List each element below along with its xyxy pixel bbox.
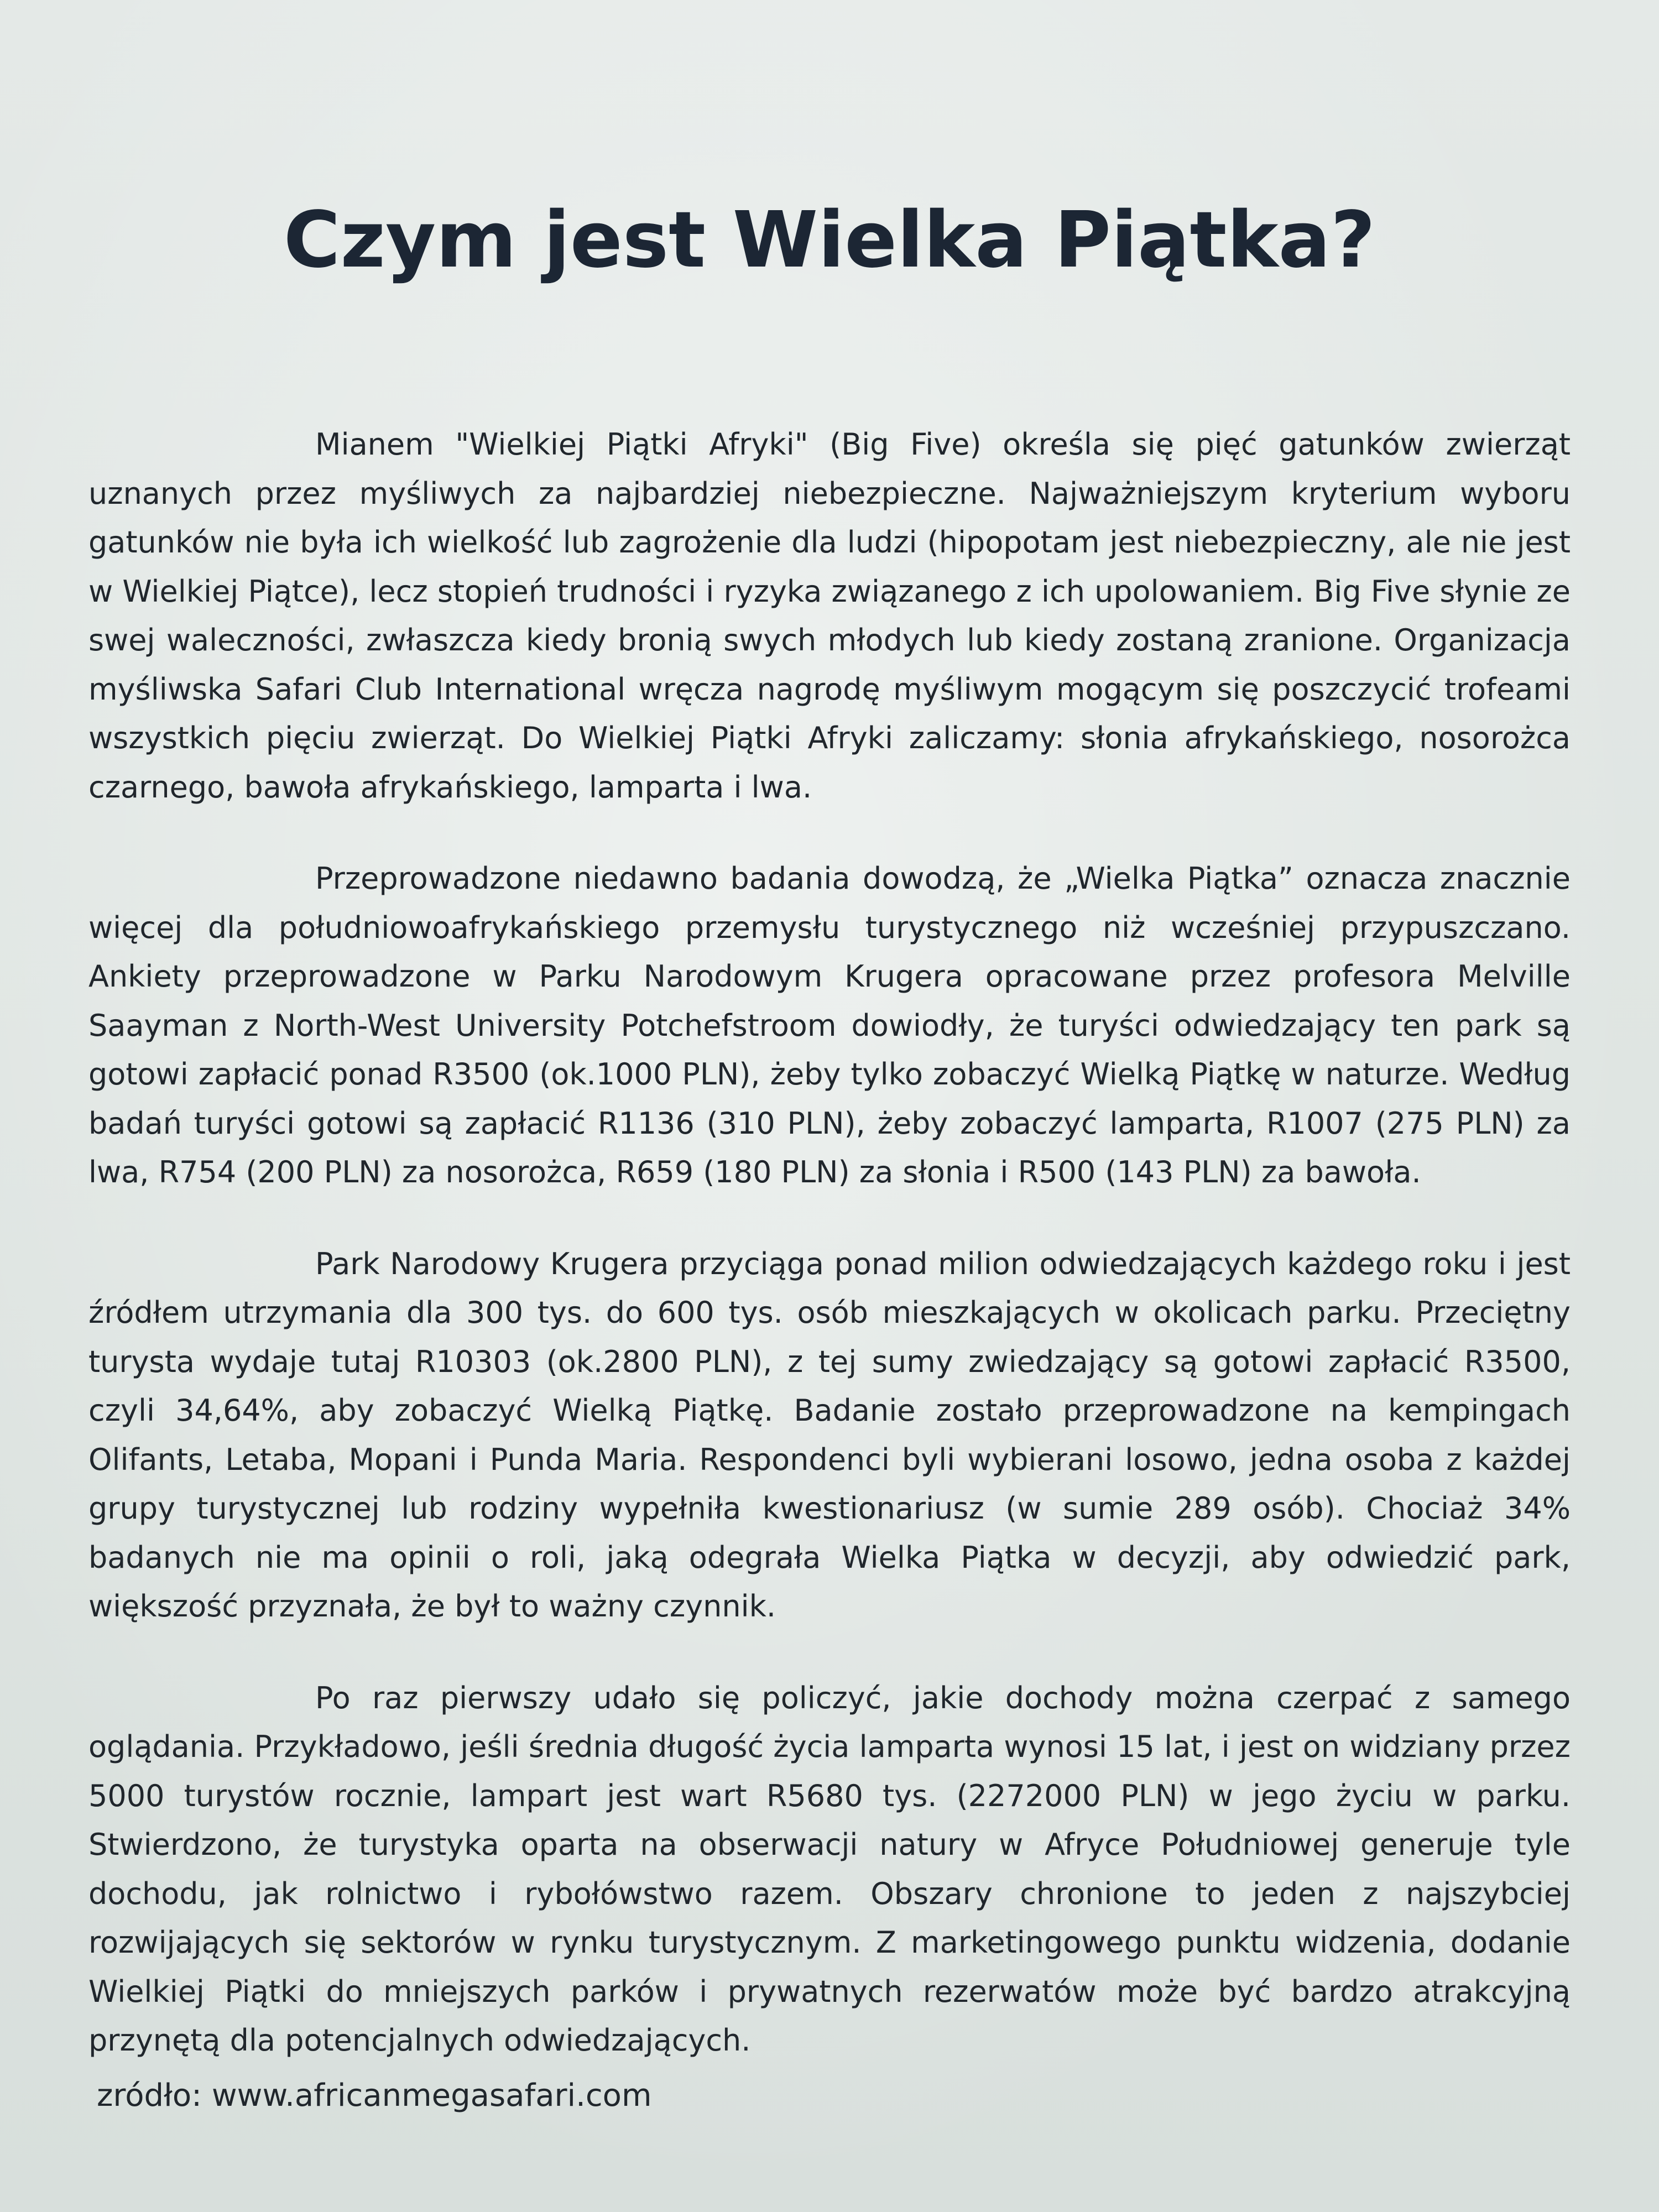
paragraph-viewing-income: Po raz pierwszy udało się policzyć, jakie dochody można czerpać z samego oglądania. Przykładowo, jeśli średnia długość życia lamparta wynosi 15 lat, i jest on widziany przez 5000 turystów rocznie, lampart jest wart R5680 tys. (2272000 PLN) w jego życiu w parku. Stwierdzono, że turystyka oparta na obserwacji natury w Afryce Południowej generuje tyle dochodu, jak rolnictwo i rybołówstwo razem. Obszary chronione to jeden z najszybciej rozwijających się sektorów w rynku turystycznym. Z marketingowego punktu widzenia, dodanie Wielkiej Piątki do mniejszych parków i prywatnych rezerwatów może być bardzo atrakcyjną przynętą dla potencjalnych odwiedzających. <box>88 1680 1571 2058</box>
paragraph-big-five-definition: Mianem "Wielkiej Piątki Afryki" (Big Five) określa się pięć gatunków zwierząt uznanych przez myśliwych za najbardziej niebezpieczne. Najważniejszym kryterium wyboru gatunków nie była ich wielkość lub zagrożenie dla ludzi (hipopotam jest niebezpieczny, ale nie jest w Wielkiej Piątce), lecz stopień trudności i ryzyka związanego z ich upolowaniem. Big Five słynie ze swej waleczności, zwłaszcza kiedy bronią swych młodych lub kiedy zostaną zranione. Organizacja myśliwska Safari Club International wręcza nagrodę myśliwym mogącym się poszczycić trofeami wszystkich pięciu zwierząt. Do Wielkiej Piątki Afryki zaliczamy: słonia afrykańskiego, nosorożca czarnego, bawoła afrykańskiego, lamparta i lwa. <box>88 427 1571 805</box>
paragraph-kruger-park: Park Narodowy Krugera przyciąga ponad milion odwiedzających każdego roku i jest źródłem utrzymania dla 300 tys. do 600 tys. osób mieszkających w okolicach parku. Przeciętny turysta wydaje tutaj R10303 (ok.2800 PLN), z tej sumy zwiedzający są gotowi zapłacić R3500, czyli 34,64%, aby zobaczyć Wielką Piątkę. Badanie zostało przeprowadzone na kempingach Olifants, Letaba, Mopani i Punda Maria. Respondenci byli wybierani losowo, jedna osoba z każdej grupy turystycznej lub rodziny wypełniła kwestionariusz (w sumie 289 osób). Chociaż 34% badanych nie ma opinii o roli, jaką odegrała Wielka Piątka w decyzji, aby odwiedzić park, większość przyznała, że był to ważny czynnik. <box>88 1246 1571 1624</box>
source-note: zródło: www.africanmegasafari.com <box>97 2078 652 2114</box>
paragraph-tourism-research: Przeprowadzone niedawno badania dowodzą, że „Wielka Piątka” oznacza znacznie więcej dla południowoafrykańskiego przemysłu turystycznego niż wcześniej przypuszczano. Ankiety przeprowadzone w Parku Narodowym Krugera opracowane przez profesora Melville Saayman z North-West University Potchefstroom dowiodły, że turyści odwiedzający ten park są gotowi zapłacić ponad R3500 (ok.1000 PLN), żeby tylko zobaczyć Wielką Piątkę w naturze. Według badań turyści gotowi są zapłacić R1136 (310 PLN), żeby zobaczyć lamparta, R1007 (275 PLN) za lwa, R754 (200 PLN) za nosorożca, R659 (180 PLN) za słonia i R500 (143 PLN) za bawoła. <box>88 861 1571 1190</box>
page-title: Czym jest Wielka Piątka? <box>283 195 1376 285</box>
article-body <box>88 420 1571 2108</box>
